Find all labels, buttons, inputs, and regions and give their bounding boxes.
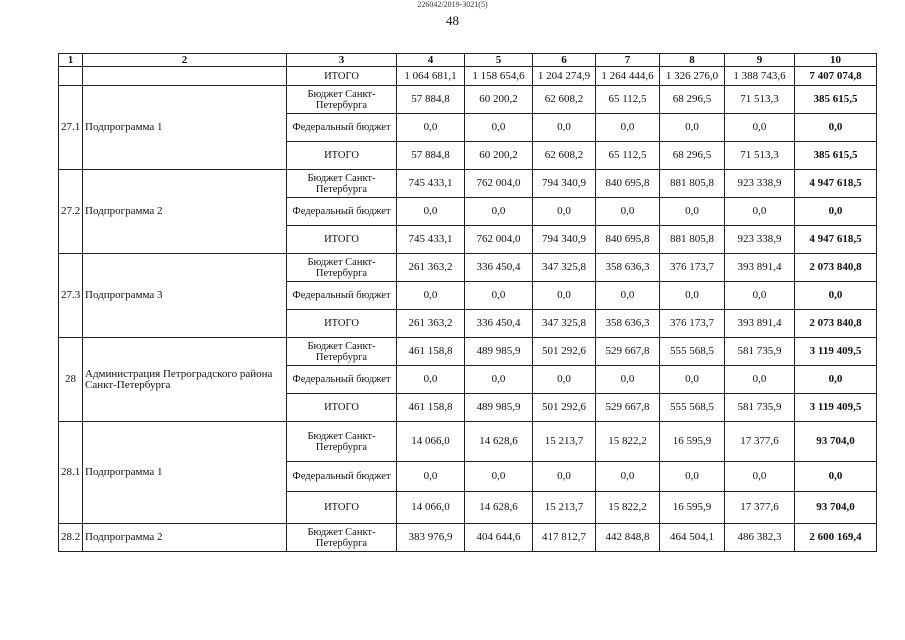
value-cell: 261 363,2 [397, 254, 465, 282]
table-row [59, 338, 877, 366]
value-cell: 15 822,2 [596, 492, 660, 524]
header-cell: 1 [59, 54, 83, 67]
value-cell: 17 377,6 [725, 422, 795, 462]
value-cell: 461 158,8 [397, 394, 465, 422]
value-cell: 65 112,5 [596, 142, 660, 170]
table-row [59, 524, 877, 552]
row-name-cell: Подпрограмма 1 [83, 86, 287, 170]
table-row [59, 86, 877, 114]
value-cell: 501 292,6 [533, 338, 596, 366]
value-cell: 404 644,6 [465, 524, 533, 552]
value-cell: 16 595,9 [660, 422, 725, 462]
value-cell: 762 004,0 [465, 226, 533, 254]
value-cell: 336 450,4 [465, 254, 533, 282]
value-cell: 376 173,7 [660, 310, 725, 338]
value-cell: 1 264 444,6 [596, 67, 660, 86]
funding-source-cell: Федеральный бюджет [287, 462, 397, 492]
value-cell: 0,0 [533, 462, 596, 492]
value-cell: 14 066,0 [397, 422, 465, 462]
value-cell: 1 158 654,6 [465, 67, 533, 86]
funding-source-cell: ИТОГО [287, 226, 397, 254]
total-cell: 0,0 [795, 366, 877, 394]
value-cell: 840 695,8 [596, 226, 660, 254]
value-cell: 0,0 [465, 366, 533, 394]
value-cell: 393 891,4 [725, 254, 795, 282]
value-cell: 0,0 [533, 282, 596, 310]
funding-source-cell: Федеральный бюджет [287, 366, 397, 394]
funding-source-cell: Бюджет Санкт-Петербурга [287, 422, 397, 462]
total-cell: 3 119 409,5 [795, 394, 877, 422]
value-cell: 923 338,9 [725, 170, 795, 198]
page-number: 48 [446, 13, 459, 28]
table-body [59, 54, 877, 552]
value-cell: 261 363,2 [397, 310, 465, 338]
value-cell: 0,0 [465, 114, 533, 142]
value-cell: 762 004,0 [465, 170, 533, 198]
value-cell: 794 340,9 [533, 226, 596, 254]
value-cell: 581 735,9 [725, 394, 795, 422]
row-number-cell: 28.1 [59, 422, 83, 524]
row-name-cell: Администрация Петроградского района Санкт-Петербурга [83, 338, 287, 422]
value-cell: 442 848,8 [596, 524, 660, 552]
table-row [59, 170, 877, 198]
value-cell: 0,0 [725, 282, 795, 310]
header-cell: 5 [465, 54, 533, 67]
value-cell: 0,0 [660, 114, 725, 142]
value-cell: 794 340,9 [533, 170, 596, 198]
header-cell: 9 [725, 54, 795, 67]
value-cell: 0,0 [596, 282, 660, 310]
value-cell: 417 812,7 [533, 524, 596, 552]
value-cell: 461 158,8 [397, 338, 465, 366]
header-row [59, 54, 877, 67]
value-cell: 529 667,8 [596, 394, 660, 422]
total-cell: 0,0 [795, 282, 877, 310]
row-number-cell: 28.2 [59, 524, 83, 552]
value-cell: 745 433,1 [397, 170, 465, 198]
funding-source-cell: ИТОГО [287, 142, 397, 170]
row-number-cell: 28 [59, 338, 83, 422]
value-cell: 0,0 [397, 114, 465, 142]
value-cell: 68 296,5 [660, 142, 725, 170]
value-cell: 65 112,5 [596, 86, 660, 114]
value-cell: 0,0 [660, 366, 725, 394]
header-cell: 8 [660, 54, 725, 67]
carryover-total-row [59, 67, 877, 86]
total-cell: 93 704,0 [795, 492, 877, 524]
value-cell: 486 382,3 [725, 524, 795, 552]
row-name-cell: Подпрограмма 3 [83, 254, 287, 338]
budget-table [58, 53, 877, 552]
value-cell: 0,0 [725, 198, 795, 226]
value-cell: 0,0 [397, 462, 465, 492]
value-cell: 14 066,0 [397, 492, 465, 524]
value-cell: 393 891,4 [725, 310, 795, 338]
value-cell: 0,0 [660, 462, 725, 492]
row-number-cell: 27.2 [59, 170, 83, 254]
document-stamp: 226042/2019-3021(5) [417, 0, 488, 9]
value-cell: 15 213,7 [533, 492, 596, 524]
row-number-cell: 27.1 [59, 86, 83, 170]
total-cell: 93 704,0 [795, 422, 877, 462]
value-cell: 15 213,7 [533, 422, 596, 462]
value-cell: 0,0 [533, 366, 596, 394]
value-cell: 14 628,6 [465, 422, 533, 462]
value-cell: 0,0 [596, 114, 660, 142]
total-cell: 7 407 074,8 [795, 67, 877, 86]
total-cell: 4 947 618,5 [795, 226, 877, 254]
funding-source-cell: ИТОГО [287, 67, 397, 86]
funding-source-cell: Бюджет Санкт-Петербурга [287, 254, 397, 282]
total-cell: 0,0 [795, 114, 877, 142]
value-cell: 0,0 [660, 198, 725, 226]
value-cell: 0,0 [725, 366, 795, 394]
funding-source-cell: ИТОГО [287, 394, 397, 422]
header-cell: 2 [83, 54, 287, 67]
total-cell: 385 615,5 [795, 142, 877, 170]
header-cell: 6 [533, 54, 596, 67]
row-name-cell: Подпрограмма 1 [83, 422, 287, 524]
value-cell: 336 450,4 [465, 310, 533, 338]
funding-source-cell: Бюджет Санкт-Петербурга [287, 338, 397, 366]
value-cell: 57 884,8 [397, 86, 465, 114]
value-cell: 840 695,8 [596, 170, 660, 198]
value-cell: 17 377,6 [725, 492, 795, 524]
value-cell: 62 608,2 [533, 142, 596, 170]
row-name-cell: Подпрограмма 2 [83, 524, 287, 552]
value-cell: 0,0 [725, 462, 795, 492]
value-cell: 489 985,9 [465, 394, 533, 422]
funding-source-cell: Бюджет Санкт-Петербурга [287, 524, 397, 552]
funding-source-cell: Федеральный бюджет [287, 282, 397, 310]
value-cell: 71 513,3 [725, 86, 795, 114]
value-cell: 376 173,7 [660, 254, 725, 282]
value-cell: 358 636,3 [596, 310, 660, 338]
header-cell: 7 [596, 54, 660, 67]
value-cell: 489 985,9 [465, 338, 533, 366]
value-cell: 1 064 681,1 [397, 67, 465, 86]
table-row [59, 254, 877, 282]
row-name-cell: Подпрограмма 2 [83, 170, 287, 254]
funding-source-cell: Федеральный бюджет [287, 198, 397, 226]
total-cell: 0,0 [795, 462, 877, 492]
table-row [59, 422, 877, 462]
total-cell: 2 600 169,4 [795, 524, 877, 552]
funding-source-cell: ИТОГО [287, 310, 397, 338]
value-cell: 923 338,9 [725, 226, 795, 254]
value-cell: 62 608,2 [533, 86, 596, 114]
total-cell: 2 073 840,8 [795, 254, 877, 282]
value-cell: 358 636,3 [596, 254, 660, 282]
value-cell: 555 568,5 [660, 394, 725, 422]
value-cell: 0,0 [397, 366, 465, 394]
header-cell: 4 [397, 54, 465, 67]
value-cell: 1 326 276,0 [660, 67, 725, 86]
value-cell: 0,0 [725, 114, 795, 142]
value-cell: 0,0 [397, 198, 465, 226]
total-cell: 385 615,5 [795, 86, 877, 114]
value-cell: 0,0 [465, 198, 533, 226]
value-cell: 881 805,8 [660, 226, 725, 254]
value-cell: 68 296,5 [660, 86, 725, 114]
value-cell: 0,0 [596, 462, 660, 492]
value-cell: 464 504,1 [660, 524, 725, 552]
value-cell: 881 805,8 [660, 170, 725, 198]
value-cell: 0,0 [596, 198, 660, 226]
value-cell: 383 976,9 [397, 524, 465, 552]
value-cell: 15 822,2 [596, 422, 660, 462]
value-cell: 347 325,8 [533, 254, 596, 282]
total-cell: 2 073 840,8 [795, 310, 877, 338]
value-cell: 14 628,6 [465, 492, 533, 524]
funding-source-cell: Федеральный бюджет [287, 114, 397, 142]
value-cell: 60 200,2 [465, 142, 533, 170]
value-cell: 0,0 [533, 198, 596, 226]
value-cell: 16 595,9 [660, 492, 725, 524]
total-cell: 0,0 [795, 198, 877, 226]
funding-source-cell: Бюджет Санкт-Петербурга [287, 86, 397, 114]
value-cell: 347 325,8 [533, 310, 596, 338]
value-cell: 581 735,9 [725, 338, 795, 366]
funding-source-cell: ИТОГО [287, 492, 397, 524]
row-number-cell [59, 67, 83, 86]
total-cell: 4 947 618,5 [795, 170, 877, 198]
value-cell: 71 513,3 [725, 142, 795, 170]
value-cell: 1 388 743,6 [725, 67, 795, 86]
value-cell: 57 884,8 [397, 142, 465, 170]
value-cell: 60 200,2 [465, 86, 533, 114]
total-cell: 3 119 409,5 [795, 338, 877, 366]
value-cell: 0,0 [397, 282, 465, 310]
value-cell: 0,0 [533, 114, 596, 142]
value-cell: 745 433,1 [397, 226, 465, 254]
value-cell: 501 292,6 [533, 394, 596, 422]
value-cell: 0,0 [660, 282, 725, 310]
header-cell: 3 [287, 54, 397, 67]
header-cell: 10 [795, 54, 877, 67]
value-cell: 555 568,5 [660, 338, 725, 366]
value-cell: 0,0 [465, 462, 533, 492]
row-name-cell [83, 67, 287, 86]
row-number-cell: 27.3 [59, 254, 83, 338]
value-cell: 1 204 274,9 [533, 67, 596, 86]
value-cell: 0,0 [465, 282, 533, 310]
funding-source-cell: Бюджет Санкт-Петербурга [287, 170, 397, 198]
value-cell: 0,0 [596, 366, 660, 394]
value-cell: 529 667,8 [596, 338, 660, 366]
